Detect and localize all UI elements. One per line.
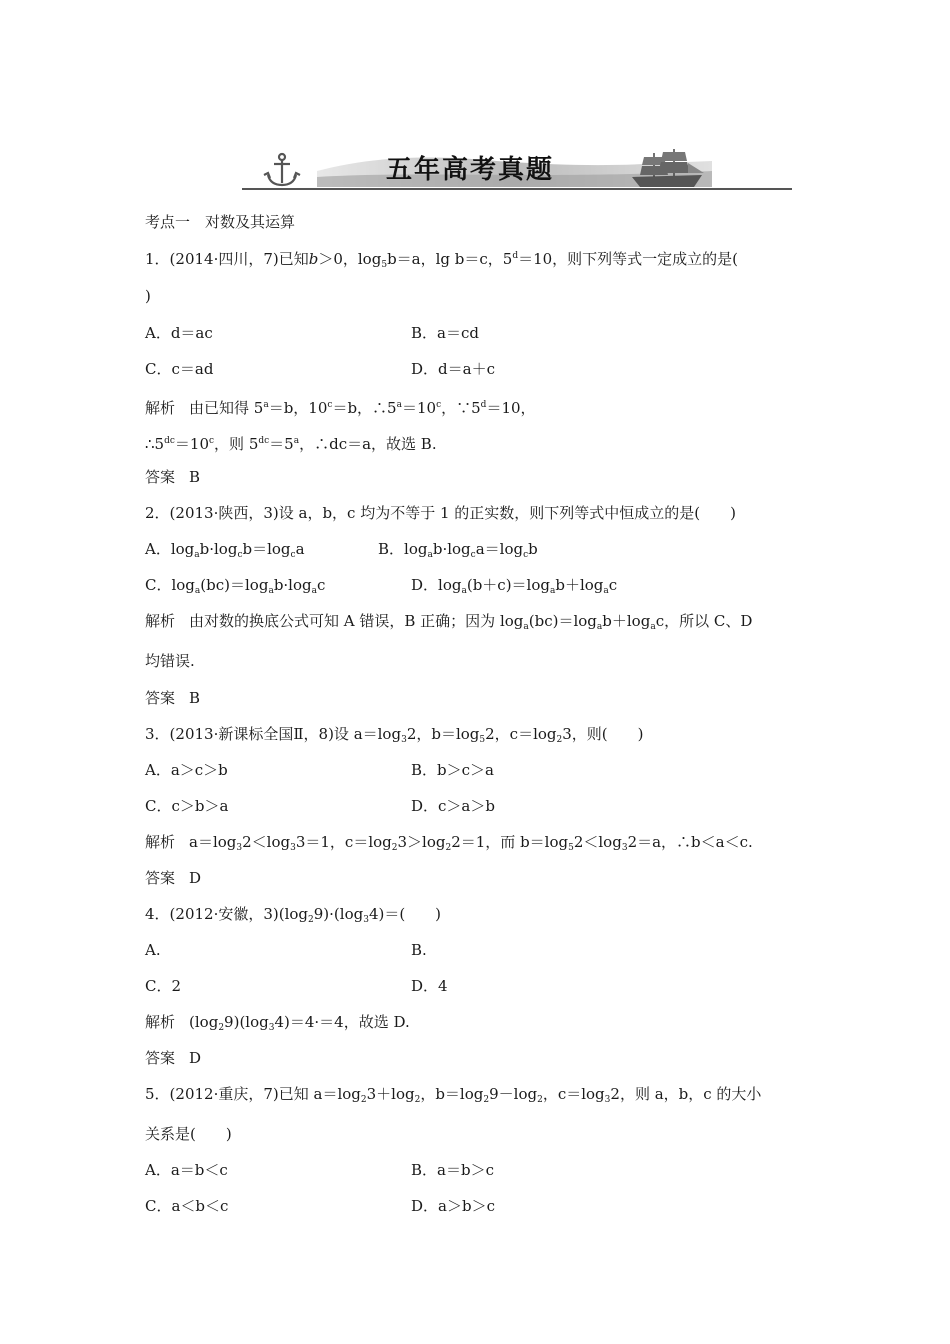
q1-stem: 1．(2014·四川，7)已知b＞0，$\log_5b=a$，lg b＝c，$5^d=10$，则下列等式一定成立的是( (145, 250, 739, 270)
q3-option-b: B．b＞c＞a (411, 761, 494, 779)
q2-analysis: 解析 由对数的换底公式可知 A 错误，B 正确；因为 $\log_a(bc)=\log_ab+\log_ac$，所以 C、D (145, 612, 753, 632)
q3-option-a: A．a＞c＞b (145, 761, 228, 779)
q1-analysis-cont: $\therefore 5^{dc}=10^c$，则 $5^{dc}=5^a$，∴dc＝a，故选 B. (145, 435, 437, 453)
q3-answer: 答案 D (145, 869, 202, 887)
q3-option-d: D．c＞a＞b (411, 797, 495, 815)
q4-option-b: B. (411, 941, 427, 959)
q5-stem-cont: 关系是( ) (145, 1125, 232, 1143)
sailing-ship-icon (632, 149, 704, 187)
q2-option-c: C．$\log_a(bc)=\log_ab\cdot\log_ac$ (145, 576, 326, 596)
q1-option-a: A．d＝ac (145, 324, 213, 342)
q1-answer: 答案 B (145, 468, 201, 486)
page-title: 五年高考真题 (385, 155, 554, 185)
q2-option-d: D．$\log_a(b+c)=\log_ab+\log_ac$ (411, 576, 618, 596)
anchor-icon (264, 154, 300, 185)
q2-option-a: A．$\log_ab\cdot\log_cb=\log_ca$ (145, 540, 305, 560)
q1-option-d: D．d＝a＋c (411, 360, 495, 378)
q2-answer: 答案 B (145, 689, 201, 707)
q1-stem-cont: ) (145, 287, 151, 305)
section-heading: 考点一 对数及其运算 (145, 213, 296, 231)
q3-stem: 3．(2013·新课标全国Ⅱ，8)设 $a=\log_32$，$b=\log_52$，$c=\log_23$，则( ) (145, 725, 644, 745)
q5-option-a: A．a＝b＜c (145, 1161, 228, 1179)
q5-stem: 5．(2012·重庆，7)已知 $a=\log_23+\log_2$，$b=\log_29-\log_2$，$c=\log_32$，则 a，b，c 的大小 (145, 1085, 762, 1105)
q1-option-b: B．a＝cd (411, 324, 479, 342)
q2-stem: 2．(2013·陕西，3)设 a，b，c 均为不等于 1 的正实数，则下列等式中恒成立的是( ) (145, 504, 737, 522)
q4-analysis: 解析 $(\log_29)(\log_34)=4\cdot=4$，故选 D. (145, 1013, 410, 1033)
q3-option-c: C．c＞b＞a (145, 797, 229, 815)
q2-option-b: B．$\log_ab\cdot\log_ca=\log_cb$ (378, 540, 538, 560)
q4-answer: 答案 D (145, 1049, 202, 1067)
q4-stem: 4．(2012·安徽，$3)(\log_29)\cdot(\log_34)=$( ) (145, 905, 442, 925)
q1-analysis: 解析 由已知得 $5^a=b$，$10^c=b$，$\therefore 5^a=10^c$，$\because 5^d=10$， (145, 399, 536, 417)
q3-analysis: 解析 $a=\log_32<\log_33=1$，$c=\log_23>\log_22=1$，而 $b=\log_52<\log_32=a$，∴b＜a＜c. (145, 833, 753, 853)
q5-option-b: B．a＝b＞c (411, 1161, 494, 1179)
q2-analysis-cont: 均错误. (145, 652, 195, 670)
q5-option-c: C．a＜b＜c (145, 1197, 229, 1215)
q4-option-d: D．4 (411, 977, 448, 995)
q5-option-d: D．a＞b＞c (411, 1197, 495, 1215)
q1-option-c: C．c＝ad (145, 360, 214, 378)
q4-option-a: A. (145, 941, 161, 959)
q4-option-c: C．2 (145, 977, 182, 995)
